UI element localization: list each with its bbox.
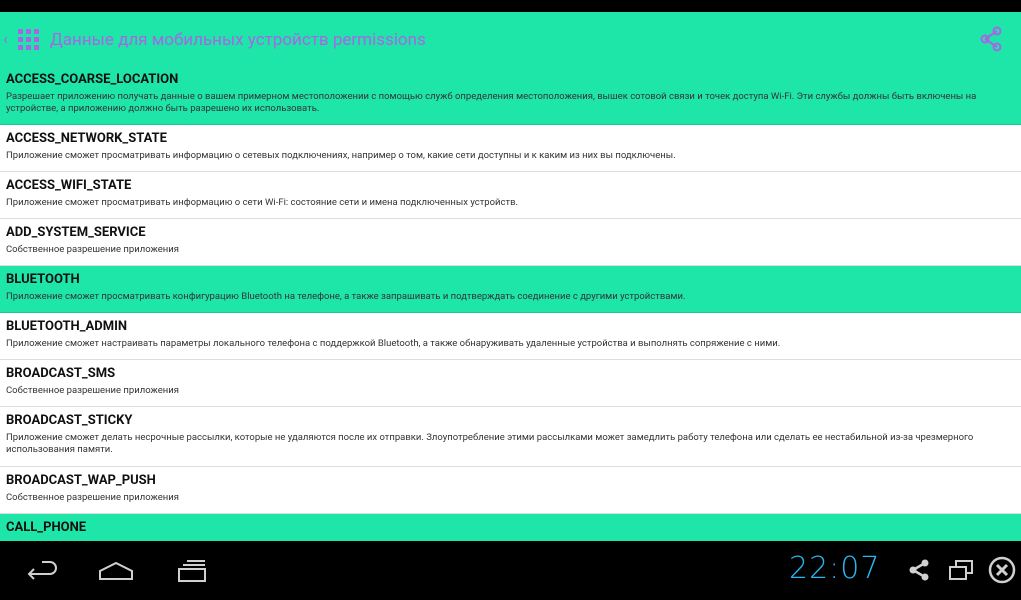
recents-button[interactable] [168,551,216,591]
permission-description: Собственное разрешение приложения [6,244,179,255]
grid-icon[interactable] [18,29,39,50]
navigation-bar [0,541,1021,600]
list-item[interactable] [0,313,1021,360]
permission-name: BROADCAST_SMS [6,366,116,381]
list-item[interactable] [0,66,1021,125]
permission-name: BROADCAST_WAP_PUSH [6,473,156,488]
permission-description: Приложение сможет делать несрочные рассылки, которые не удаляются после их отправки. Злоупотребление этими рассылками может замедлить работу телефона или сделать ее нестабильной из-за чрезмерного использования памяти. [6,432,974,455]
permission-name: CALL_PHONE [6,520,87,535]
list-item[interactable] [0,172,1021,219]
page-title: Данные для мобильных устройств permissions [50,30,426,50]
list-item[interactable] [0,407,1021,467]
permission-description: Приложение сможет просматривать конфигурацию Bluetooth на телефоне, а также запрашивать и подтверждать соединение с другими устройствами. [6,291,686,302]
back-button[interactable] [16,551,64,591]
permission-name: ACCESS_COARSE_LOCATION [6,72,179,87]
permission-name: BLUETOOTH [6,272,80,287]
permission-name: BROADCAST_STICKY [6,413,133,428]
list-item[interactable] [0,266,1021,313]
permissions-list[interactable] [0,66,1021,541]
permission-name: ADD_SYSTEM_SERVICE [6,225,146,240]
share-button[interactable] [974,24,1008,54]
permission-description: Собственное разрешение приложения [6,385,179,396]
action-bar [0,12,1021,66]
list-item[interactable] [0,125,1021,172]
share-icon [907,558,931,582]
list-item[interactable] [0,467,1021,514]
list-item[interactable] [0,360,1021,407]
permission-description: Приложение сможет настраивать параметры локального телефона с поддержкой Bluetooth, а также обнаруживать удаленные устройства и выполнять сопряжение с ними. [6,338,781,349]
permission-description: Приложение сможет просматривать информацию о сети Wi-Fi: состояние сети и имена подключенных устройств. [6,197,519,208]
list-item[interactable] [0,514,1021,541]
permission-name: ACCESS_WIFI_STATE [6,178,132,193]
permission-description: Собственное разрешение приложения [6,492,179,503]
home-icon [96,559,136,583]
permission-name: BLUETOOTH_ADMIN [6,319,128,334]
status-bar [0,0,1021,12]
window-icon [947,558,975,582]
permission-description: Разрешает приложению получать данные о вашем примерном местоположении с помощью служб определения местоположения, вышек сотовой связи и точек доступа Wi-Fi. Эти службы должны быть включены на устройстве, а приложению должно быть разрешено их использовать. [6,91,977,114]
back-icon [22,559,58,583]
clock: 22:07 [789,551,881,586]
permission-description: Приложение сможет просматривать информацию о сетевых подключениях, например о том, какие сети доступны и к каким из них вы подключены. [6,150,676,161]
close-icon [987,555,1017,585]
up-caret-icon[interactable]: ‹ [3,29,8,48]
home-button[interactable] [92,551,140,591]
recents-icon [174,559,210,583]
window-button[interactable] [944,553,978,587]
share-status-button[interactable] [902,553,936,587]
list-item[interactable] [0,219,1021,266]
close-button[interactable] [985,553,1019,587]
share-icon [979,26,1003,52]
permission-name: ACCESS_NETWORK_STATE [6,131,167,146]
